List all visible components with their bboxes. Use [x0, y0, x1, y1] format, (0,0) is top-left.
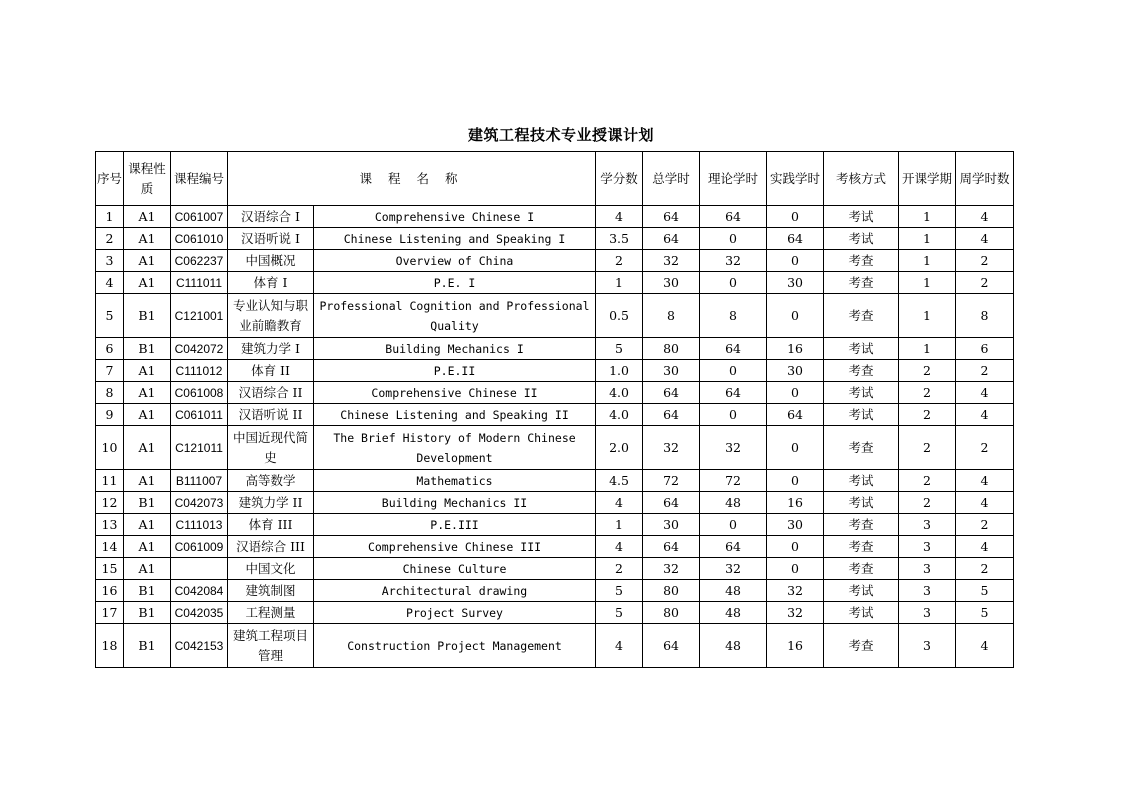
page-title: 建筑工程技术专业授课计划	[467, 126, 654, 144]
cell-semester: 2	[899, 360, 956, 382]
cell-semester: 1	[899, 294, 956, 338]
cell-seq: 13	[96, 514, 124, 536]
cell-weekly-hours: 4	[956, 492, 1014, 514]
cell-assessment: 考查	[824, 624, 899, 668]
header-course-code: 课程编号	[171, 152, 228, 206]
cell-course-name-en: Building Mechanics I	[314, 338, 596, 360]
cell-total-hours: 64	[643, 492, 700, 514]
cell-credits: 1.0	[596, 360, 643, 382]
cell-course-code: C061008	[171, 382, 228, 404]
cell-practice-hours: 64	[767, 228, 824, 250]
cell-semester: 3	[899, 602, 956, 624]
cell-credits: 4	[596, 492, 643, 514]
cell-total-hours: 64	[643, 536, 700, 558]
cell-practice-hours: 0	[767, 558, 824, 580]
cell-theory-hours: 32	[700, 426, 767, 470]
cell-weekly-hours: 5	[956, 580, 1014, 602]
cell-course-code: C061009	[171, 536, 228, 558]
cell-practice-hours: 0	[767, 250, 824, 272]
header-semester: 开课学期	[899, 152, 956, 206]
table-row	[96, 404, 1014, 426]
cell-course-name-cn: 建筑制图	[228, 580, 314, 602]
cell-course-code: C061011	[171, 404, 228, 426]
cell-total-hours: 32	[643, 426, 700, 470]
cell-course-name-en: Construction Project Management	[314, 624, 596, 668]
cell-assessment: 考查	[824, 536, 899, 558]
header-row	[96, 152, 1014, 206]
cell-course-name-cn: 建筑力学 II	[228, 492, 314, 514]
cell-seq: 15	[96, 558, 124, 580]
cell-total-hours: 72	[643, 470, 700, 492]
cell-total-hours: 30	[643, 360, 700, 382]
cell-semester: 1	[899, 272, 956, 294]
cell-course-name-cn: 汉语听说 II	[228, 404, 314, 426]
cell-seq: 7	[96, 360, 124, 382]
cell-total-hours: 32	[643, 558, 700, 580]
cell-course-name-cn: 专业认知与职业前瞻教育	[228, 294, 314, 338]
cell-credits: 3.5	[596, 228, 643, 250]
cell-theory-hours: 48	[700, 580, 767, 602]
table-row	[96, 536, 1014, 558]
cell-weekly-hours: 4	[956, 470, 1014, 492]
cell-theory-hours: 0	[700, 514, 767, 536]
cell-practice-hours: 0	[767, 426, 824, 470]
cell-course-type: B1	[124, 580, 171, 602]
cell-total-hours: 30	[643, 272, 700, 294]
cell-theory-hours: 64	[700, 338, 767, 360]
cell-course-code: B111007	[171, 470, 228, 492]
cell-course-name-en: Mathematics	[314, 470, 596, 492]
cell-semester: 2	[899, 492, 956, 514]
cell-course-name-cn: 中国近现代简史	[228, 426, 314, 470]
cell-assessment: 考试	[824, 206, 899, 228]
cell-assessment: 考试	[824, 228, 899, 250]
cell-semester: 1	[899, 250, 956, 272]
cell-course-name-en: Comprehensive Chinese II	[314, 382, 596, 404]
cell-course-name-en: Building Mechanics II	[314, 492, 596, 514]
cell-seq: 18	[96, 624, 124, 668]
cell-course-code: C042035	[171, 602, 228, 624]
cell-seq: 10	[96, 426, 124, 470]
cell-course-type: A1	[124, 360, 171, 382]
cell-credits: 4	[596, 536, 643, 558]
cell-semester: 2	[899, 382, 956, 404]
cell-course-name-en: Chinese Listening and Speaking I	[314, 228, 596, 250]
cell-course-name-en: Architectural drawing	[314, 580, 596, 602]
cell-course-name-en: Project Survey	[314, 602, 596, 624]
cell-course-type: B1	[124, 624, 171, 668]
header-theory-hours: 理论学时	[700, 152, 767, 206]
table-row	[96, 580, 1014, 602]
cell-course-name-cn: 建筑力学 I	[228, 338, 314, 360]
cell-weekly-hours: 4	[956, 624, 1014, 668]
cell-seq: 12	[96, 492, 124, 514]
cell-course-type: A1	[124, 404, 171, 426]
cell-course-type: A1	[124, 206, 171, 228]
cell-credits: 5	[596, 338, 643, 360]
cell-course-name-cn: 体育 I	[228, 272, 314, 294]
cell-theory-hours: 64	[700, 206, 767, 228]
cell-course-name-cn: 工程测量	[228, 602, 314, 624]
cell-credits: 2.0	[596, 426, 643, 470]
header-practice-hours: 实践学时	[767, 152, 824, 206]
cell-course-name-en: Overview of China	[314, 250, 596, 272]
cell-theory-hours: 0	[700, 272, 767, 294]
cell-assessment: 考查	[824, 558, 899, 580]
table-row	[96, 514, 1014, 536]
cell-seq: 9	[96, 404, 124, 426]
cell-semester: 2	[899, 404, 956, 426]
cell-course-code: C061007	[171, 206, 228, 228]
cell-course-type: A1	[124, 514, 171, 536]
cell-practice-hours: 30	[767, 360, 824, 382]
cell-total-hours: 8	[643, 294, 700, 338]
cell-weekly-hours: 4	[956, 404, 1014, 426]
cell-theory-hours: 8	[700, 294, 767, 338]
cell-weekly-hours: 2	[956, 250, 1014, 272]
cell-course-name-cn: 高等数学	[228, 470, 314, 492]
cell-course-code: C121011	[171, 426, 228, 470]
cell-practice-hours: 0	[767, 382, 824, 404]
cell-assessment: 考查	[824, 514, 899, 536]
cell-course-type: A1	[124, 228, 171, 250]
cell-course-code	[171, 558, 228, 580]
cell-weekly-hours: 2	[956, 426, 1014, 470]
cell-practice-hours: 32	[767, 580, 824, 602]
cell-course-code: C111011	[171, 272, 228, 294]
cell-total-hours: 30	[643, 514, 700, 536]
table-row	[96, 558, 1014, 580]
cell-weekly-hours: 5	[956, 602, 1014, 624]
cell-course-name-cn: 建筑工程项目管理	[228, 624, 314, 668]
cell-total-hours: 64	[643, 404, 700, 426]
cell-semester: 3	[899, 514, 956, 536]
cell-total-hours: 64	[643, 206, 700, 228]
cell-theory-hours: 72	[700, 470, 767, 492]
cell-seq: 11	[96, 470, 124, 492]
cell-weekly-hours: 2	[956, 360, 1014, 382]
cell-semester: 3	[899, 536, 956, 558]
cell-credits: 2	[596, 250, 643, 272]
table-row	[96, 382, 1014, 404]
cell-total-hours: 64	[643, 228, 700, 250]
cell-weekly-hours: 4	[956, 382, 1014, 404]
cell-credits: 4	[596, 624, 643, 668]
cell-course-type: B1	[124, 602, 171, 624]
cell-credits: 5	[596, 580, 643, 602]
cell-practice-hours: 0	[767, 294, 824, 338]
cell-course-name-en: Chinese Listening and Speaking II	[314, 404, 596, 426]
cell-course-name-en: P.E.III	[314, 514, 596, 536]
cell-course-code: C042084	[171, 580, 228, 602]
cell-course-name-en: The Brief History of Modern Chinese Development	[314, 426, 596, 470]
cell-course-code: C042072	[171, 338, 228, 360]
cell-course-name-cn: 中国文化	[228, 558, 314, 580]
table-row	[96, 206, 1014, 228]
cell-credits: 0.5	[596, 294, 643, 338]
cell-course-name-cn: 中国概况	[228, 250, 314, 272]
cell-practice-hours: 32	[767, 602, 824, 624]
header-weekly-hours: 周学时数	[956, 152, 1014, 206]
cell-practice-hours: 64	[767, 404, 824, 426]
cell-semester: 1	[899, 206, 956, 228]
cell-semester: 1	[899, 338, 956, 360]
cell-course-code: C042073	[171, 492, 228, 514]
cell-assessment: 考查	[824, 360, 899, 382]
table-row	[96, 470, 1014, 492]
cell-semester: 3	[899, 624, 956, 668]
cell-practice-hours: 30	[767, 272, 824, 294]
cell-theory-hours: 32	[700, 250, 767, 272]
cell-course-name-en: P.E. I	[314, 272, 596, 294]
cell-assessment: 考试	[824, 404, 899, 426]
table-row	[96, 360, 1014, 382]
cell-weekly-hours: 2	[956, 558, 1014, 580]
cell-total-hours: 80	[643, 338, 700, 360]
cell-course-name-en: Chinese Culture	[314, 558, 596, 580]
cell-assessment: 考查	[824, 294, 899, 338]
header-assessment: 考核方式	[824, 152, 899, 206]
cell-course-code: C061010	[171, 228, 228, 250]
table-row	[96, 250, 1014, 272]
table-row	[96, 338, 1014, 360]
cell-semester: 3	[899, 580, 956, 602]
cell-theory-hours: 64	[700, 536, 767, 558]
cell-weekly-hours: 2	[956, 272, 1014, 294]
cell-assessment: 考试	[824, 580, 899, 602]
cell-practice-hours: 0	[767, 470, 824, 492]
cell-assessment: 考试	[824, 338, 899, 360]
cell-course-name-cn: 汉语综合 III	[228, 536, 314, 558]
cell-seq: 4	[96, 272, 124, 294]
cell-course-type: B1	[124, 294, 171, 338]
cell-course-code: C042153	[171, 624, 228, 668]
cell-course-code: C121001	[171, 294, 228, 338]
cell-assessment: 考试	[824, 382, 899, 404]
cell-seq: 14	[96, 536, 124, 558]
table-row	[96, 602, 1014, 624]
cell-course-code: C111013	[171, 514, 228, 536]
cell-total-hours: 80	[643, 602, 700, 624]
cell-weekly-hours: 4	[956, 228, 1014, 250]
cell-theory-hours: 48	[700, 602, 767, 624]
cell-course-code: C062237	[171, 250, 228, 272]
cell-seq: 17	[96, 602, 124, 624]
cell-practice-hours: 16	[767, 338, 824, 360]
cell-credits: 4.0	[596, 382, 643, 404]
cell-course-name-cn: 汉语听说 I	[228, 228, 314, 250]
cell-weekly-hours: 4	[956, 206, 1014, 228]
cell-assessment: 考查	[824, 250, 899, 272]
table-row	[96, 624, 1014, 668]
cell-course-type: A1	[124, 470, 171, 492]
cell-theory-hours: 48	[700, 624, 767, 668]
course-plan-table	[95, 151, 1014, 668]
cell-seq: 16	[96, 580, 124, 602]
cell-course-name-cn: 体育 III	[228, 514, 314, 536]
cell-course-name-cn: 体育 II	[228, 360, 314, 382]
cell-course-type: A1	[124, 558, 171, 580]
cell-practice-hours: 30	[767, 514, 824, 536]
cell-total-hours: 32	[643, 250, 700, 272]
cell-course-name-en: Comprehensive Chinese III	[314, 536, 596, 558]
cell-weekly-hours: 8	[956, 294, 1014, 338]
cell-seq: 2	[96, 228, 124, 250]
header-seq: 序号	[96, 152, 124, 206]
table-row	[96, 228, 1014, 250]
cell-total-hours: 64	[643, 624, 700, 668]
cell-credits: 4	[596, 206, 643, 228]
cell-theory-hours: 0	[700, 360, 767, 382]
cell-seq: 1	[96, 206, 124, 228]
cell-course-name-cn: 汉语综合 I	[228, 206, 314, 228]
cell-credits: 1	[596, 514, 643, 536]
cell-total-hours: 64	[643, 382, 700, 404]
table-row	[96, 492, 1014, 514]
cell-credits: 4.5	[596, 470, 643, 492]
cell-seq: 8	[96, 382, 124, 404]
cell-assessment: 考试	[824, 602, 899, 624]
cell-assessment: 考查	[824, 426, 899, 470]
cell-course-name-en: Professional Cognition and Professional Quality	[314, 294, 596, 338]
header-credits: 学分数	[596, 152, 643, 206]
cell-semester: 3	[899, 558, 956, 580]
cell-seq: 6	[96, 338, 124, 360]
cell-assessment: 考查	[824, 272, 899, 294]
cell-theory-hours: 0	[700, 228, 767, 250]
cell-theory-hours: 0	[700, 404, 767, 426]
cell-assessment: 考试	[824, 492, 899, 514]
cell-theory-hours: 64	[700, 382, 767, 404]
table-row	[96, 426, 1014, 470]
cell-theory-hours: 48	[700, 492, 767, 514]
cell-weekly-hours: 2	[956, 514, 1014, 536]
cell-weekly-hours: 4	[956, 536, 1014, 558]
cell-credits: 2	[596, 558, 643, 580]
cell-course-type: B1	[124, 338, 171, 360]
cell-credits: 4.0	[596, 404, 643, 426]
cell-course-type: A1	[124, 272, 171, 294]
cell-theory-hours: 32	[700, 558, 767, 580]
cell-practice-hours: 16	[767, 492, 824, 514]
table-row	[96, 272, 1014, 294]
cell-seq: 3	[96, 250, 124, 272]
cell-weekly-hours: 6	[956, 338, 1014, 360]
cell-semester: 2	[899, 426, 956, 470]
cell-credits: 1	[596, 272, 643, 294]
cell-course-code: C111012	[171, 360, 228, 382]
cell-total-hours: 80	[643, 580, 700, 602]
cell-course-name-cn: 汉语综合 II	[228, 382, 314, 404]
cell-practice-hours: 0	[767, 536, 824, 558]
table-row	[96, 294, 1014, 338]
cell-course-type: A1	[124, 250, 171, 272]
cell-practice-hours: 16	[767, 624, 824, 668]
cell-assessment: 考试	[824, 470, 899, 492]
cell-seq: 5	[96, 294, 124, 338]
cell-practice-hours: 0	[767, 206, 824, 228]
cell-course-name-en: P.E.II	[314, 360, 596, 382]
cell-semester: 2	[899, 470, 956, 492]
cell-course-type: B1	[124, 492, 171, 514]
cell-credits: 5	[596, 602, 643, 624]
header-course-type: 课程性质	[124, 152, 171, 206]
header-course-name: 课 程 名 称	[228, 152, 596, 206]
cell-semester: 1	[899, 228, 956, 250]
cell-course-name-en: Comprehensive Chinese I	[314, 206, 596, 228]
cell-course-type: A1	[124, 426, 171, 470]
cell-course-type: A1	[124, 536, 171, 558]
cell-course-type: A1	[124, 382, 171, 404]
header-total-hours: 总学时	[643, 152, 700, 206]
